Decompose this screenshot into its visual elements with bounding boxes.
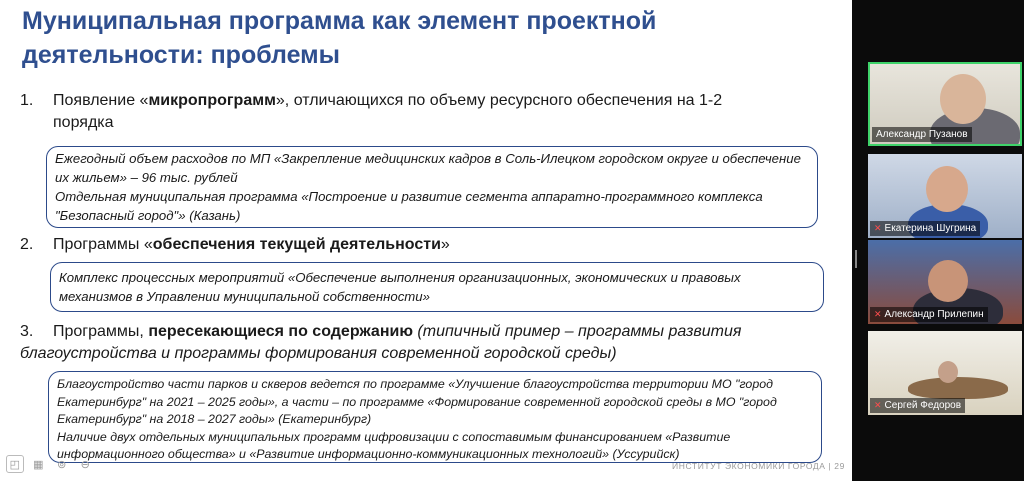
list-text: Программы «: [53, 236, 153, 253]
participant-video: [908, 377, 1008, 399]
list-item-2: [20, 234, 820, 256]
list-number: 1.: [20, 92, 34, 109]
grid-icon[interactable]: ▦: [33, 458, 44, 471]
list-text: Появление «: [53, 92, 149, 109]
list-item-3: [20, 321, 850, 365]
list-item-1: [20, 90, 820, 134]
list-bold-text: обеспечения текущей деятельности: [152, 236, 441, 253]
list-number: 2.: [20, 236, 34, 253]
participant-name: Екатерина Шугрина: [884, 223, 977, 234]
example-text: Наличие двух отдельных муниципальных программ цифровизации с сопоставимым финансированием «Развитие информационного общества» и «Развитие информационно-коммуникационных технологий» (Уссурийск): [57, 429, 731, 461]
participant-tile-4[interactable]: [868, 331, 1022, 415]
list-text: »: [440, 236, 450, 253]
list-text: », отличающихся по объему ресурсного обеспечения на 1-2: [275, 92, 723, 109]
participant-face: [926, 166, 968, 212]
participant-face: [928, 260, 968, 302]
example-box-1: [46, 146, 818, 228]
example-box-2: [50, 262, 824, 312]
minus-icon[interactable]: ⊖: [80, 458, 90, 471]
participant-name: Александр Прилепин: [884, 309, 984, 320]
taskbar: [6, 452, 94, 476]
participant-face: [938, 361, 958, 383]
slide-footer: ИНСТИТУТ ЭКОНОМИКИ ГОРОДА | 29: [672, 461, 845, 471]
participant-nameplate: [870, 307, 988, 322]
participant-tile-2[interactable]: [868, 154, 1022, 238]
list-text: Программы,: [53, 323, 149, 340]
example-text: Комплекс процессных мероприятий «Обеспечение выполнения организационных, экономических и правовых механизмов в Управлении муниципальной собственности»: [59, 270, 741, 304]
list-bold-text: пересекающиеся по содержанию: [148, 323, 413, 340]
list-number: 3.: [20, 323, 34, 340]
slide-title: Муниципальная программа как элемент проектной деятельности: проблемы: [22, 7, 657, 69]
participant-tile-1[interactable]: [868, 62, 1022, 146]
participant-nameplate: [870, 398, 965, 413]
participant-name: Александр Пузанов: [876, 129, 968, 140]
participant-tile-3[interactable]: [868, 240, 1022, 324]
participant-name: Сергей Федоров: [884, 400, 962, 411]
participant-nameplate: [870, 221, 980, 236]
mic-off-icon: ✕: [874, 309, 882, 319]
participant-face: [940, 74, 986, 124]
list-italic-text-line2: благоустройства и программы формирования современной городской среды): [20, 345, 617, 362]
example-text: Отдельная муниципальная программа «Построение и развитие сегмента аппаратно-программного комплекса "Безопасный город"» (Казань): [55, 189, 763, 223]
panel-resize-handle[interactable]: [855, 250, 857, 268]
example-box-3: [48, 371, 822, 463]
list-bold-text: микропрограмм: [148, 92, 276, 109]
mic-off-icon: ✕: [874, 223, 882, 233]
example-text: Благоустройство части парков и скверов ведется по программе «Улучшение благоустройства территории МО "город Екатеринбург" на 2021 – 2025 годы», а части – по программе «Формирование современной городской среды в МО "город Екатеринбург" на 2018 – 2027 годы» (Екатеринбург): [57, 377, 777, 426]
list-text-line2: порядка: [53, 114, 114, 131]
example-text: Ежегодный объем расходов по МП «Закрепление медицинских кадров в Соль-Илецком городском округе и обеспечение их жильем» – 96 тыс. рублей: [55, 151, 801, 185]
list-italic-text: (типичный пример – программы развития: [412, 323, 742, 340]
mic-off-icon: ✕: [874, 400, 882, 410]
app-icon[interactable]: ◰: [6, 455, 24, 473]
participant-nameplate: [872, 127, 972, 142]
share-icon[interactable]: ⊚: [57, 458, 67, 471]
